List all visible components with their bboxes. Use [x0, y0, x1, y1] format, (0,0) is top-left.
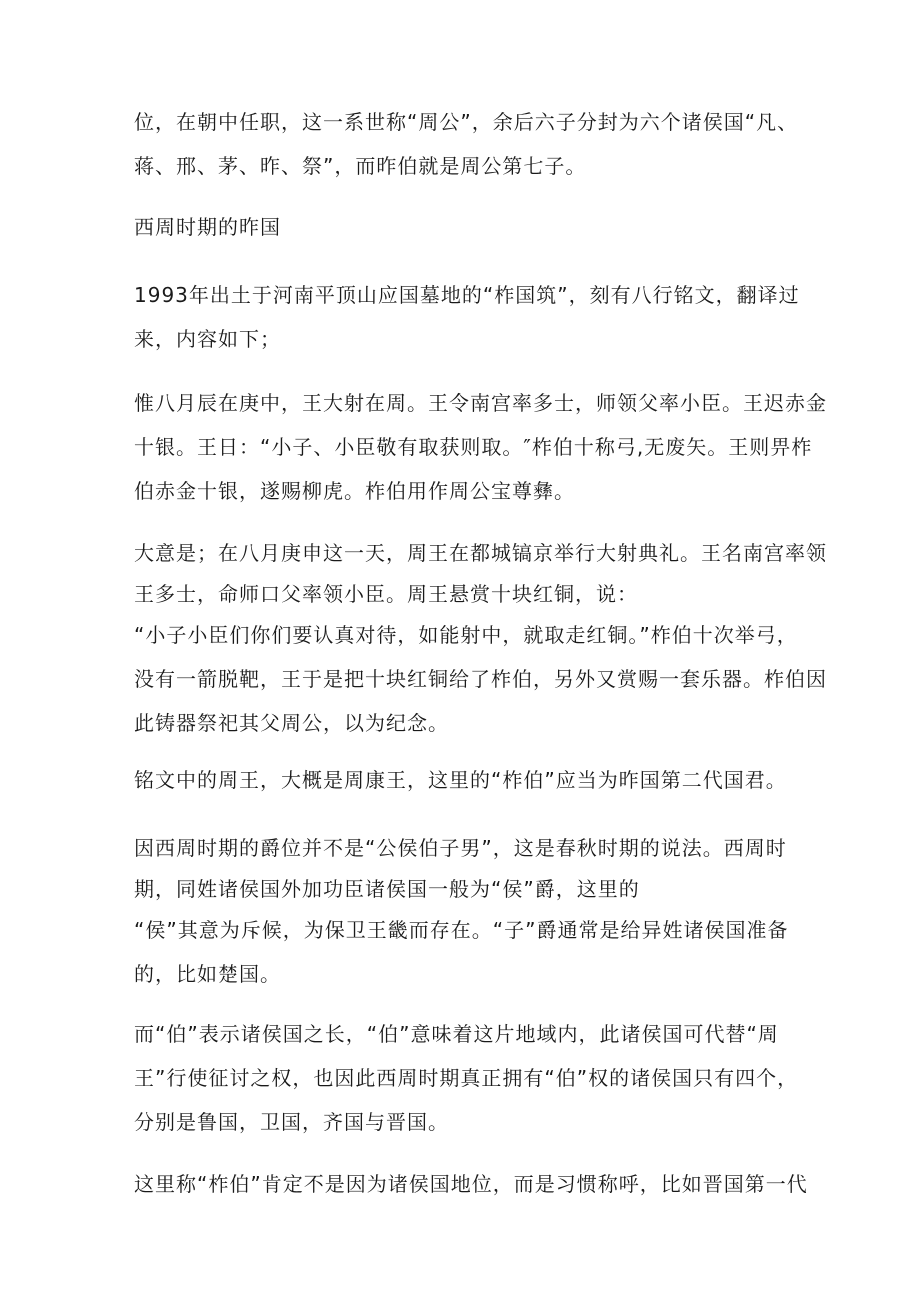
- text-line: 期，同姓诸侯国外加功臣诸侯国一般为“侯”爵，这里的: [134, 877, 640, 901]
- text-line: 惟八月辰在庚中，王大射在周。王令南宫率多士，师领父率小臣。王迟赤金: [134, 391, 827, 415]
- text-line: 没有一箭脱靶，王于是把十块红铜给了柞伯，另外又赏赐一套乐器。柞伯因: [134, 667, 827, 691]
- text-line: 伯赤金十银，遂赐柳虎。柞伯用作周公宝尊彝。: [134, 479, 575, 503]
- text-line: 王多士，命师口父率领小臣。周王悬赏十块红铜，说：: [134, 582, 638, 606]
- paragraph-bo-rank: [134, 1012, 814, 1144]
- text-line: 分别是鲁国，卫国，齐国与晋国。: [134, 1110, 449, 1134]
- paragraph-noble-ranks: [134, 826, 814, 996]
- text-line: 1993年出土于河南平顶山应国墓地的“柞国筑”，刻有八行铭文，翻译过: [134, 283, 800, 307]
- text-line: 而“伯”表示诸侯国之长，“伯”意味着这片地域内，此诸侯国可代替“周: [134, 1022, 779, 1046]
- text-line: 位，在朝中任职，这一系世称“周公”，余后六子分封为六个诸侯国“凡、: [134, 110, 799, 134]
- paragraph-zhougong-sons: [134, 100, 814, 188]
- text-line: 王”行使征讨之权，也因此西周时期真正拥有“伯”权的诸侯国只有四个，: [134, 1066, 799, 1090]
- paragraph-king-identification: [134, 758, 814, 802]
- text-line: 的，比如楚国。: [134, 962, 281, 986]
- text-line: “小子小臣们你们要认真对待，如能射中，就取走红铜。”柞伯十次举弓，: [134, 623, 798, 647]
- text-line: “侯”其意为斥候，为保卫王畿而存在。“子”爵通常是给异姓诸侯国准备: [134, 918, 789, 942]
- paragraph-excavation: [134, 273, 814, 361]
- section-heading-western-zhou-zuo: [134, 205, 814, 249]
- text-line: 铭文中的周王，大概是周康王，这里的“柞伯”应当为昨国第二代国君。: [134, 768, 787, 792]
- text-line: 这里称“柞伯”肯定不是因为诸侯国地位，而是习惯称呼，比如晋国第一代: [134, 1172, 808, 1196]
- paragraph-translation: [134, 531, 827, 745]
- paragraph-inscription-text: [134, 381, 827, 513]
- text-line: 来，内容如下；: [134, 327, 281, 351]
- paragraph-zuobo-naming: [134, 1162, 814, 1206]
- text-line: 西周时期的昨国: [134, 215, 281, 239]
- text-line: 因西周时期的爵位并不是“公侯伯子男”，这是春秋时期的说法。西周时: [134, 836, 787, 860]
- text-line: 十银。王日：“小子、小臣敬有取获则取。″柞伯十称弓,无废矢。王则畀柞: [134, 435, 813, 459]
- text-line: 此铸器祭祀其父周公，以为纪念。: [134, 711, 449, 735]
- text-line: 大意是；在八月庚申这一天，周王在都城镐京举行大射典礼。王名南宫率领: [134, 541, 827, 565]
- text-line: 蒋、邢、茅、昨、祭”，而昨伯就是周公第七子。: [134, 154, 587, 178]
